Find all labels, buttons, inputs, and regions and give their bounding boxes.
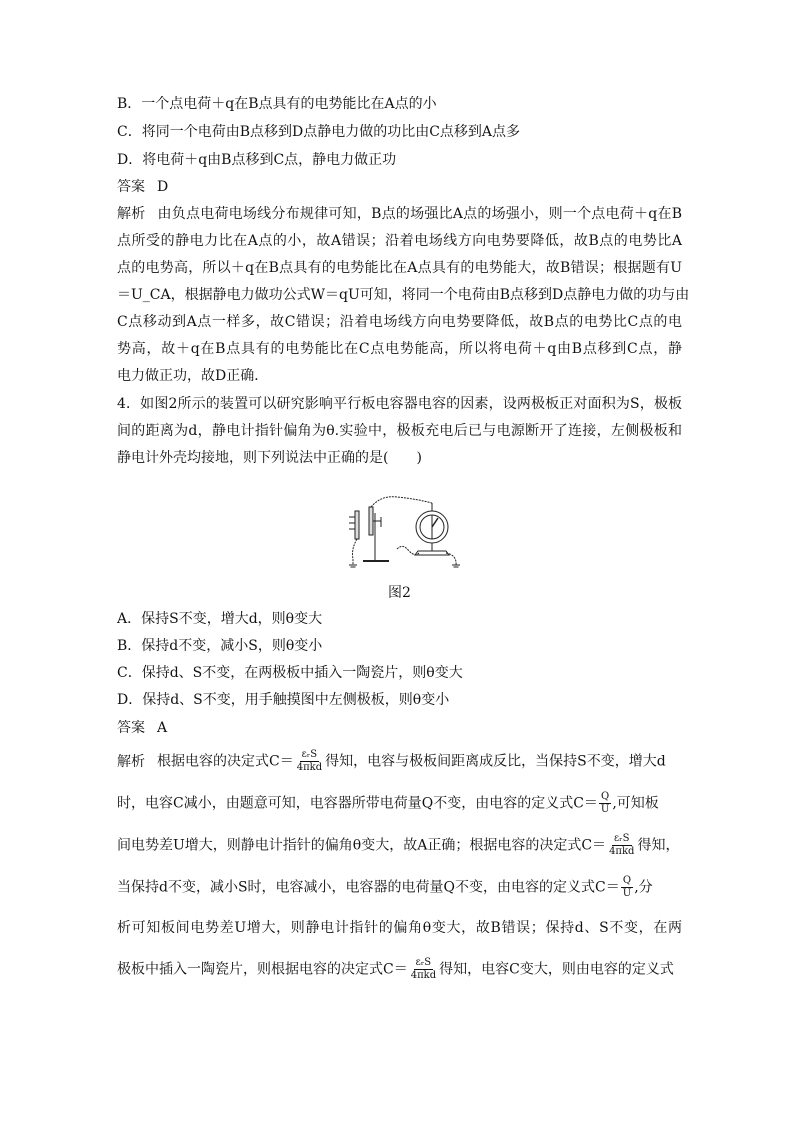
- capacitance-formula: $\frac{\text{εᵣS}}{\text{4πkd}}$: [609, 833, 635, 857]
- right-plate: [369, 507, 373, 535]
- q4-analysis-line-5: 析可知板间电势差U增大，则静电计指针的偏角θ变大，故B错误；保持d、S不变，在两: [117, 920, 682, 936]
- q4-analysis-line-3: 间电势差U增大，则静电计指针的偏角θ变大，故A正确；根据电容的决定式C＝ $\frac{\text{εᵣS}}{\text{4πkd}}$ 得知，: [117, 833, 680, 857]
- q4-option-d: D．保持d、S不变，用手触摸图中左侧极板，则θ变小: [117, 692, 450, 708]
- q4-answer: [117, 718, 167, 738]
- option-c-prev: C．将同一个电荷由B点移到D点静电力做的功比由C点移到A点多: [117, 124, 521, 140]
- q4-analysis-line-4: 当保持d不变，减小S时，电容减小，电容器的电荷量Q不变，由电容的定义式C＝ $\frac{Q}{U}$ ,分: [117, 875, 653, 899]
- q4-stem-line-2: 间的距离为d，静电计指针偏角为θ.实验中，极板充电后已与电源断开了连接，左侧极板和: [117, 423, 682, 439]
- q3-analysis-line-1: 解析 由负点电荷电场线分布规律可知，B点的场强比A点的场强小，则一个点电荷＋q在B: [117, 206, 682, 222]
- capacitance-formula: $\frac{\text{εᵣS}}{\text{4πkd}}$: [296, 749, 323, 773]
- definition-formula: $\frac{Q}{U}$: [600, 791, 610, 815]
- answer-value: A: [157, 720, 168, 736]
- q4-analysis-line-2: 时，电容C减小，由题意可知，电容器所带电荷量Q不变，由电容的定义式C＝ $\frac{Q}{U}$ ,可知板: [117, 791, 659, 815]
- option-d-prev: D．将电荷＋q由B点移到C点，静电力做正功: [117, 152, 397, 168]
- q3-analysis-line-6: 势高，故＋q在B点具有的电势能比在C点电势能高，所以将电荷＋q由B点移到C点，静: [117, 341, 682, 357]
- figure-caption: 图2: [388, 585, 411, 601]
- q3-analysis-line-4: ＝U_CA，根据静电力做功公式W＝qU可知，将同一个电荷由B点移到D点静电力做的功与由: [117, 287, 690, 303]
- analysis-label: 解析: [117, 753, 145, 770]
- q3-analysis-line-3: 点的电势高，所以＋q在B点具有的电势能比在A点具有的电势能大，故B错误；根据题有U: [117, 260, 682, 276]
- definition-formula: $\frac{Q}{U}$: [622, 875, 632, 899]
- capacitance-formula: $\frac{\text{εᵣS}}{\text{4πkd}}$: [410, 957, 437, 981]
- q4-analysis-line-1: 解析 根据电容的决定式C＝ $\frac{\text{εᵣS}}{\text{4πkd}}$ 得知，电容与极板间距离成反比，当保持S不变，增大d: [117, 749, 666, 773]
- q3-analysis-line-2: 点所受的静电力比在A点的小，故A错误；沿着电场线方向电势要降低，故B点的电势比A: [117, 233, 682, 249]
- left-plate: [355, 511, 359, 539]
- answer-value: D: [157, 179, 169, 195]
- q4-option-a: A．保持S不变，增大d，则θ变大: [117, 611, 323, 627]
- q4-stem-line-1: 4．如图2所示的装置可以研究影响平行板电容器电容的因素，设两极板正对面积为S，极板: [117, 396, 682, 412]
- analysis-label: 解析: [117, 206, 146, 222]
- answer-label: 答案: [117, 720, 145, 736]
- electrometer-base: [415, 551, 449, 555]
- q4-option-c: C．保持d、S不变，在两极板中插入一陶瓷片，则θ变大: [117, 665, 463, 681]
- q3-answer: [117, 177, 168, 197]
- capacitor-electrometer-figure: [337, 493, 462, 576]
- q4-stem-line-3: 静电计外壳均接地，则下列说法中正确的是( ): [117, 450, 422, 466]
- electrometer-needle: [432, 518, 438, 527]
- answer-label: 答案: [117, 179, 145, 195]
- option-b-prev: B．一个点电荷＋q在B点具有的电势能比在A点的小: [117, 96, 437, 112]
- q3-analysis-line-5: C点移动到A点一样多，故C错误；沿着电场线方向电势要降低，故B点的电势比C点的电: [117, 314, 682, 330]
- q4-analysis-line-6: 极板中插入一陶瓷片，则根据电容的决定式C＝ $\frac{\text{εᵣS}}{\text{4πkd}}$ 得知，电容C变大，则由电容的定义式: [117, 957, 674, 981]
- q3-analysis-line-7: 电力做正功，故D正确．: [117, 368, 269, 384]
- q4-option-b: B．保持d不变，减小S，则θ变小: [117, 638, 323, 654]
